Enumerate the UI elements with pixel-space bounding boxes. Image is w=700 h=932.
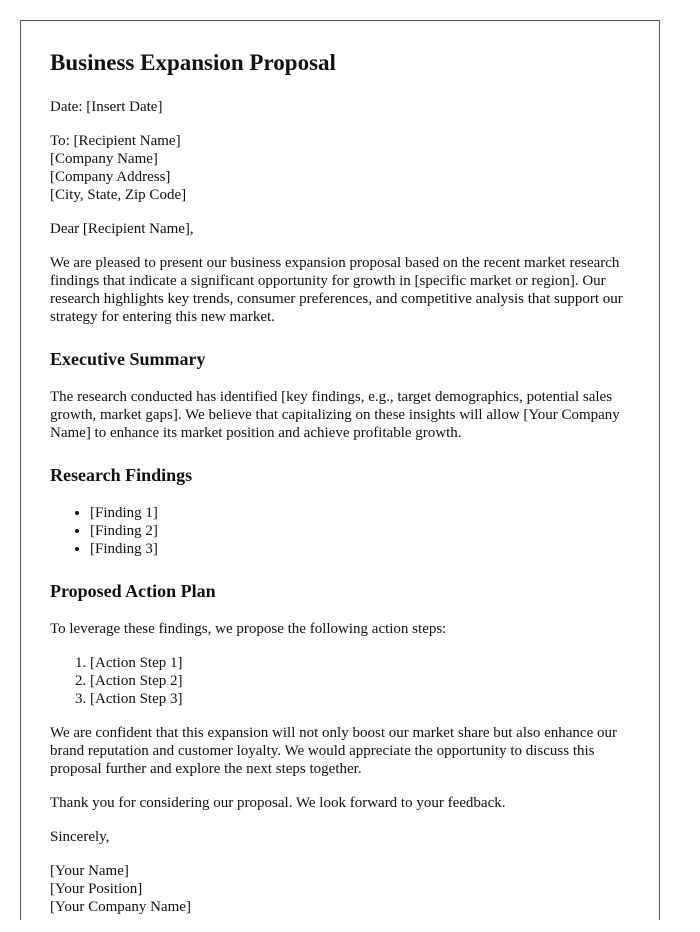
executive-summary-heading: Executive Summary — [50, 349, 206, 369]
letter-content — [50, 48, 635, 932]
action-step-item: 2. [Action Step 2] — [90, 672, 635, 690]
action-steps-list — [50, 654, 635, 708]
letter-page — [20, 20, 660, 920]
signature-name: [Your Name] — [50, 863, 129, 879]
recipient-company-address: [Company Address] — [50, 169, 171, 185]
action-plan-intro: To leverage these findings, we propose the following action steps: — [50, 621, 447, 637]
action-step-item: 1. [Action Step 1] — [90, 654, 635, 672]
research-findings-heading: Research Findings — [50, 465, 193, 485]
signoff: Sincerely, — [50, 829, 110, 845]
intro-paragraph: We are pleased to present our business expansion proposal based on the recent market research findings that indicate a significant opportunity for growth in [specific market or region]. Our research highlights key trends, consumer preferences, and competitive analysis that support our strategy for entering this new market. — [50, 255, 623, 325]
thanks-paragraph: Thank you for considering our proposal. We look forward to your feedback. — [50, 795, 506, 811]
action-plan-heading: Proposed Action Plan — [50, 581, 216, 601]
finding-item: • [Finding 2] — [90, 522, 635, 540]
signature-block — [50, 862, 635, 916]
salutation: Dear [Recipient Name], — [50, 221, 194, 237]
signature-position: [Your Position] — [50, 881, 143, 897]
action-step-item: 3. [Action Step 3] — [90, 690, 635, 708]
recipient-to-line: To: [Recipient Name] — [50, 133, 181, 149]
executive-summary-text: The research conducted has identified [key findings, e.g., target demographics, potential sales growth, market gaps]. We believe that capitalizing on these insights will allow [Your Company Name] to enhance its market position and achieve profitable growth. — [50, 389, 620, 441]
recipient-company-name: [Company Name] — [50, 151, 158, 167]
research-findings-list — [50, 504, 635, 558]
finding-item: • [Finding 3] — [90, 540, 635, 558]
recipient-city-state-zip: [City, State, Zip Code] — [50, 187, 187, 203]
recipient-address-block — [50, 132, 635, 204]
closing-paragraph: We are confident that this expansion will not only boost our market share but also enhance our brand reputation and customer loyalty. We would appreciate the opportunity to discuss this proposal further and explore the next steps together. — [50, 725, 617, 777]
finding-item: • [Finding 1] — [90, 504, 635, 522]
signature-company: [Your Company Name] — [50, 899, 191, 915]
letter-title: Business Expansion Proposal — [50, 50, 336, 75]
date-line: Date: [Insert Date] — [50, 99, 163, 115]
